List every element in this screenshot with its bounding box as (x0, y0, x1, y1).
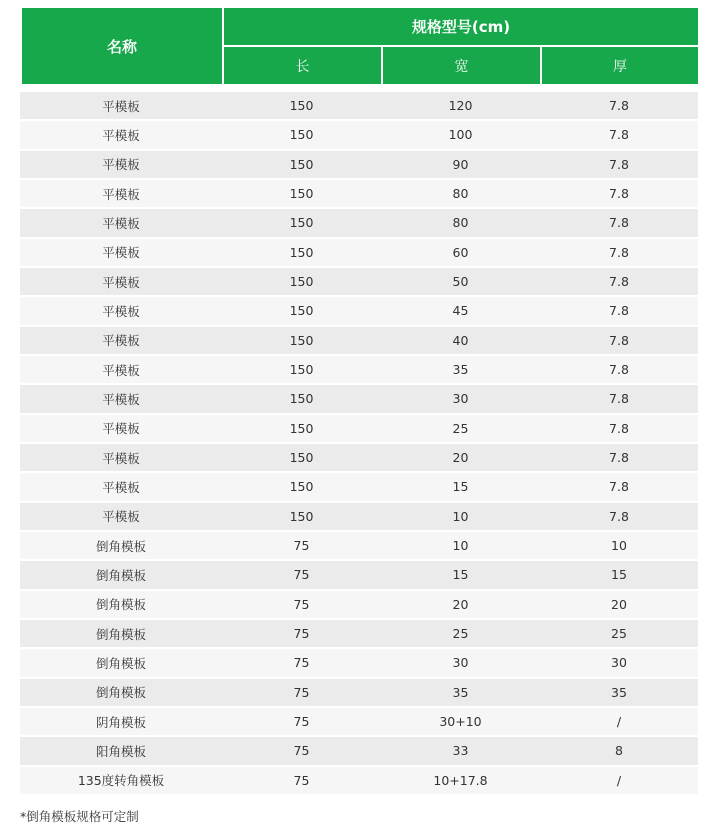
cell-length: 150 (289, 215, 314, 231)
cell-name: 平模板 (102, 479, 140, 495)
cell-length: 75 (293, 684, 310, 700)
cell-width: 25 (452, 626, 469, 642)
cell-thickness: 7.8 (609, 244, 629, 260)
cell-thickness: 7.8 (609, 391, 629, 407)
cell-thickness: 35 (611, 684, 627, 700)
cell-name: 平模板 (102, 98, 140, 114)
cell-name: 平模板 (102, 333, 140, 349)
cell-width: 33 (452, 743, 469, 759)
cell-length: 75 (293, 567, 310, 583)
cell-name: 平模板 (102, 421, 140, 437)
table-row (20, 356, 698, 383)
table-row (20, 561, 698, 588)
cell-thickness: 7.8 (609, 274, 629, 290)
cell-thickness: 7.8 (609, 98, 629, 114)
cell-name: 平模板 (102, 509, 140, 525)
footnote: *倒角模板规格可定制 (20, 809, 139, 824)
cell-length: 150 (289, 98, 314, 114)
cell-thickness: 7.8 (609, 186, 629, 202)
cell-name: 平模板 (102, 157, 140, 173)
table-row (20, 239, 698, 266)
cell-width: 10 (452, 538, 469, 554)
cell-name: 倒角模板 (95, 538, 146, 554)
cell-width: 30 (452, 655, 469, 671)
table-row (20, 385, 698, 412)
cell-thickness: 20 (611, 596, 627, 612)
table-row (20, 679, 698, 706)
cell-width: 35 (452, 684, 469, 700)
table-row (20, 473, 698, 500)
table-header (22, 8, 698, 84)
cell-length: 75 (293, 538, 310, 554)
cell-name: 平模板 (102, 215, 140, 231)
cell-length: 150 (289, 274, 314, 290)
cell-width: 30 (452, 391, 469, 407)
cell-name: 平模板 (102, 303, 140, 319)
cell-width: 60 (452, 244, 469, 260)
table-row (20, 121, 698, 148)
cell-length: 75 (293, 714, 310, 730)
cell-name: 平模板 (102, 391, 140, 407)
cell-thickness: 7.8 (609, 508, 629, 524)
cell-length: 75 (293, 743, 310, 759)
table-row (20, 297, 698, 324)
cell-name: 平模板 (102, 127, 140, 143)
cell-name: 倒角模板 (95, 567, 146, 583)
cell-width: 35 (452, 362, 469, 378)
cell-length: 150 (289, 186, 314, 202)
cell-thickness: 8 (615, 743, 623, 759)
table-row (20, 649, 698, 676)
cell-name: 平模板 (102, 274, 140, 290)
table-row (20, 444, 698, 471)
cell-length: 150 (289, 156, 314, 172)
cell-length: 150 (289, 391, 314, 407)
cell-name: 倒角模板 (95, 597, 146, 613)
header-width: 宽 (383, 47, 540, 84)
cell-thickness: / (616, 772, 622, 788)
cell-length: 75 (293, 655, 310, 671)
cell-width: 45 (452, 303, 469, 319)
table-row (20, 767, 698, 794)
cell-length: 150 (289, 508, 314, 524)
cell-width: 15 (452, 567, 469, 583)
table-row (20, 92, 698, 119)
cell-thickness: 7.8 (609, 479, 629, 495)
table-row (20, 151, 698, 178)
table-row (20, 503, 698, 530)
cell-name: 阴角模板 (95, 714, 146, 730)
table-row (20, 415, 698, 442)
cell-width: 30+10 (439, 714, 482, 730)
cell-name: 平模板 (102, 245, 140, 261)
table-row (20, 327, 698, 354)
table-row (20, 268, 698, 295)
cell-width: 50 (452, 274, 469, 290)
table-row (20, 708, 698, 735)
cell-thickness: 7.8 (609, 127, 629, 143)
cell-width: 100 (448, 127, 473, 143)
cell-width: 80 (452, 215, 469, 231)
cell-width: 20 (452, 596, 469, 612)
cell-thickness: 7.8 (609, 362, 629, 378)
cell-width: 80 (452, 186, 469, 202)
cell-length: 150 (289, 127, 314, 143)
table-row (20, 591, 698, 618)
cell-width: 15 (452, 479, 469, 495)
cell-thickness: 7.8 (609, 156, 629, 172)
cell-thickness: 10 (611, 538, 627, 554)
cell-thickness: 30 (611, 655, 627, 671)
cell-width: 10+17.8 (433, 772, 488, 788)
cell-thickness: 7.8 (609, 420, 629, 436)
cell-thickness: 25 (611, 626, 627, 642)
cell-length: 150 (289, 362, 314, 378)
table-row (20, 180, 698, 207)
cell-name: 倒角模板 (95, 685, 146, 701)
cell-thickness: 15 (611, 567, 627, 583)
cell-width: 40 (452, 332, 469, 348)
cell-length: 150 (289, 479, 314, 495)
cell-name: 平模板 (102, 362, 140, 378)
header-name: 名称 (22, 8, 222, 84)
cell-length: 150 (289, 450, 314, 466)
header-spec: 规格型号(cm) (224, 8, 698, 45)
cell-width: 10 (452, 508, 469, 524)
cell-name: 阳角模板 (95, 743, 146, 759)
cell-name: 倒角模板 (95, 655, 146, 671)
table-body (20, 92, 698, 796)
cell-name: 平模板 (102, 450, 140, 466)
cell-length: 150 (289, 244, 314, 260)
table-row (20, 209, 698, 236)
cell-length: 75 (293, 626, 310, 642)
cell-width: 120 (448, 98, 473, 114)
header-length: 长 (224, 47, 381, 84)
cell-thickness: 7.8 (609, 215, 629, 231)
cell-width: 25 (452, 420, 469, 436)
table-row (20, 532, 698, 559)
table-row (20, 620, 698, 647)
cell-name: 倒角模板 (95, 626, 146, 642)
cell-width: 20 (452, 450, 469, 466)
cell-length: 150 (289, 420, 314, 436)
cell-length: 150 (289, 303, 314, 319)
cell-length: 75 (293, 772, 310, 788)
table-row (20, 737, 698, 764)
cell-name: 平模板 (102, 186, 140, 202)
cell-length: 150 (289, 332, 314, 348)
cell-thickness: 7.8 (609, 450, 629, 466)
cell-width: 90 (452, 156, 469, 172)
cell-thickness: 7.8 (609, 332, 629, 348)
cell-name: 135度转角模板 (77, 773, 165, 789)
cell-thickness: 7.8 (609, 303, 629, 319)
header-thickness: 厚 (542, 47, 698, 84)
cell-length: 75 (293, 596, 310, 612)
cell-thickness: / (616, 714, 622, 730)
